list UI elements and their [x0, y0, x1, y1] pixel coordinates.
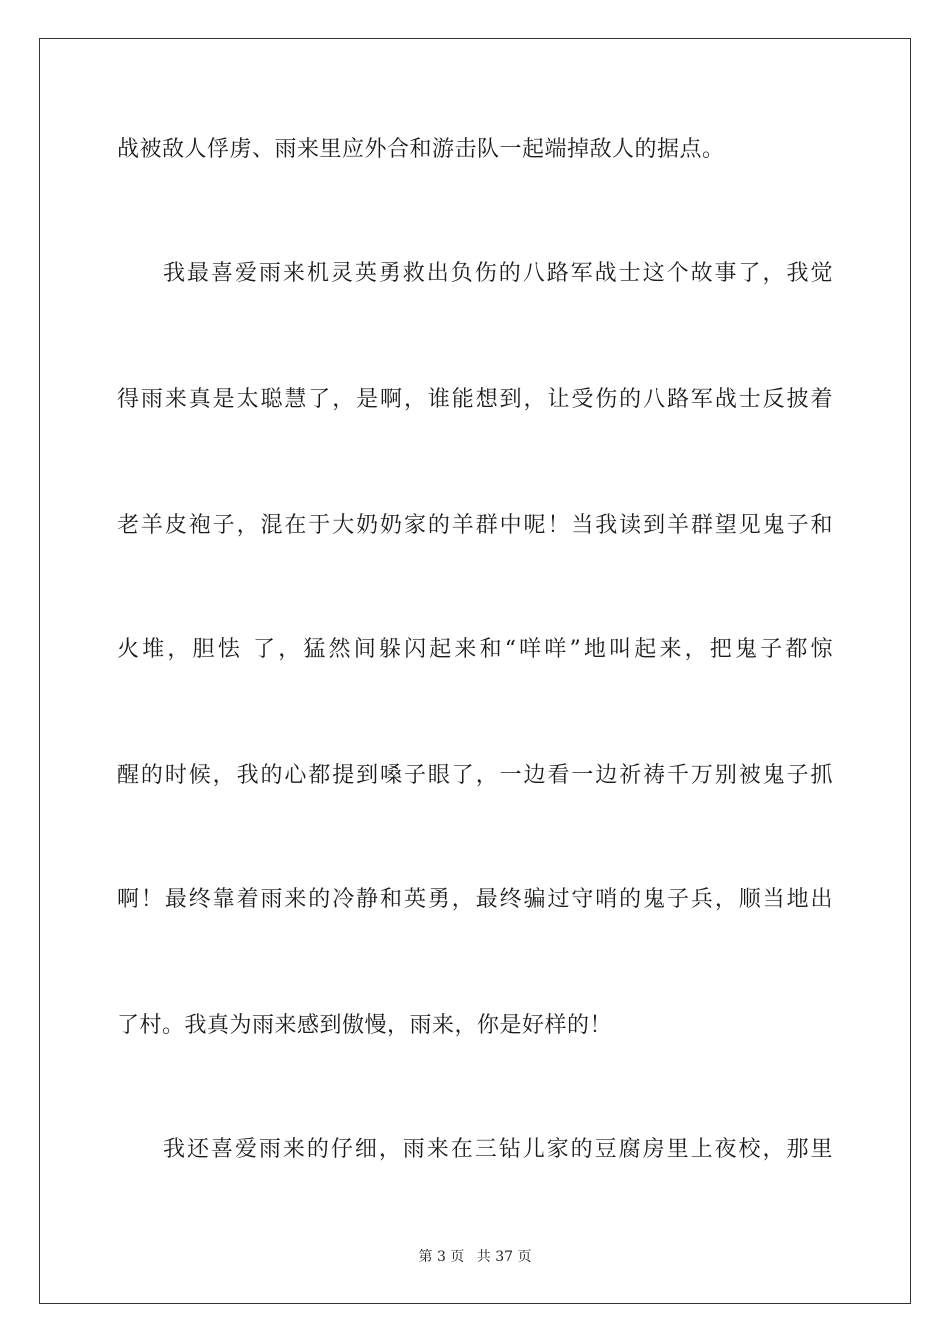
- text-line-4: 老羊皮袍子，混在于大奶奶家的羊群中呢！当我读到羊群望见鬼子和: [117, 513, 833, 538]
- page-number: 第 3 页: [418, 1249, 465, 1265]
- total-pages: 共 37 页: [476, 1249, 532, 1265]
- text-line-8: 了村。我真为雨来感到傲慢，雨来，你是好样的！: [117, 1013, 613, 1038]
- text-line-1: 战被敌人俘虏、雨来里应外合和游击队一起端掉敌人的据点。: [117, 137, 725, 162]
- text-line-7: 啊！最终靠着雨来的冷静和英勇，最终骗过守哨的鬼子兵，顺当地出: [117, 887, 833, 912]
- text-line-6: 醒的时候，我的心都提到嗓子眼了，一边看一边祈祷千万别被鬼子抓: [117, 763, 833, 788]
- page-footer: [0, 1248, 950, 1266]
- text-line-3: 得雨来真是太聪慧了，是啊，谁能想到，让受伤的八路军战士反披着: [117, 387, 833, 412]
- text-line-2: 我最喜爱雨来机灵英勇救出负伤的八路军战士这个故事了，我觉: [163, 261, 833, 286]
- page-border: [39, 38, 911, 1304]
- text-line-5: 火堆，胆怯 了，猛然间躲闪起来和“咩咩”地叫起来，把鬼子都惊: [117, 637, 833, 662]
- text-line-9: 我还喜爱雨来的仔细，雨来在三钻儿家的豆腐房里上夜校，那里: [163, 1137, 833, 1162]
